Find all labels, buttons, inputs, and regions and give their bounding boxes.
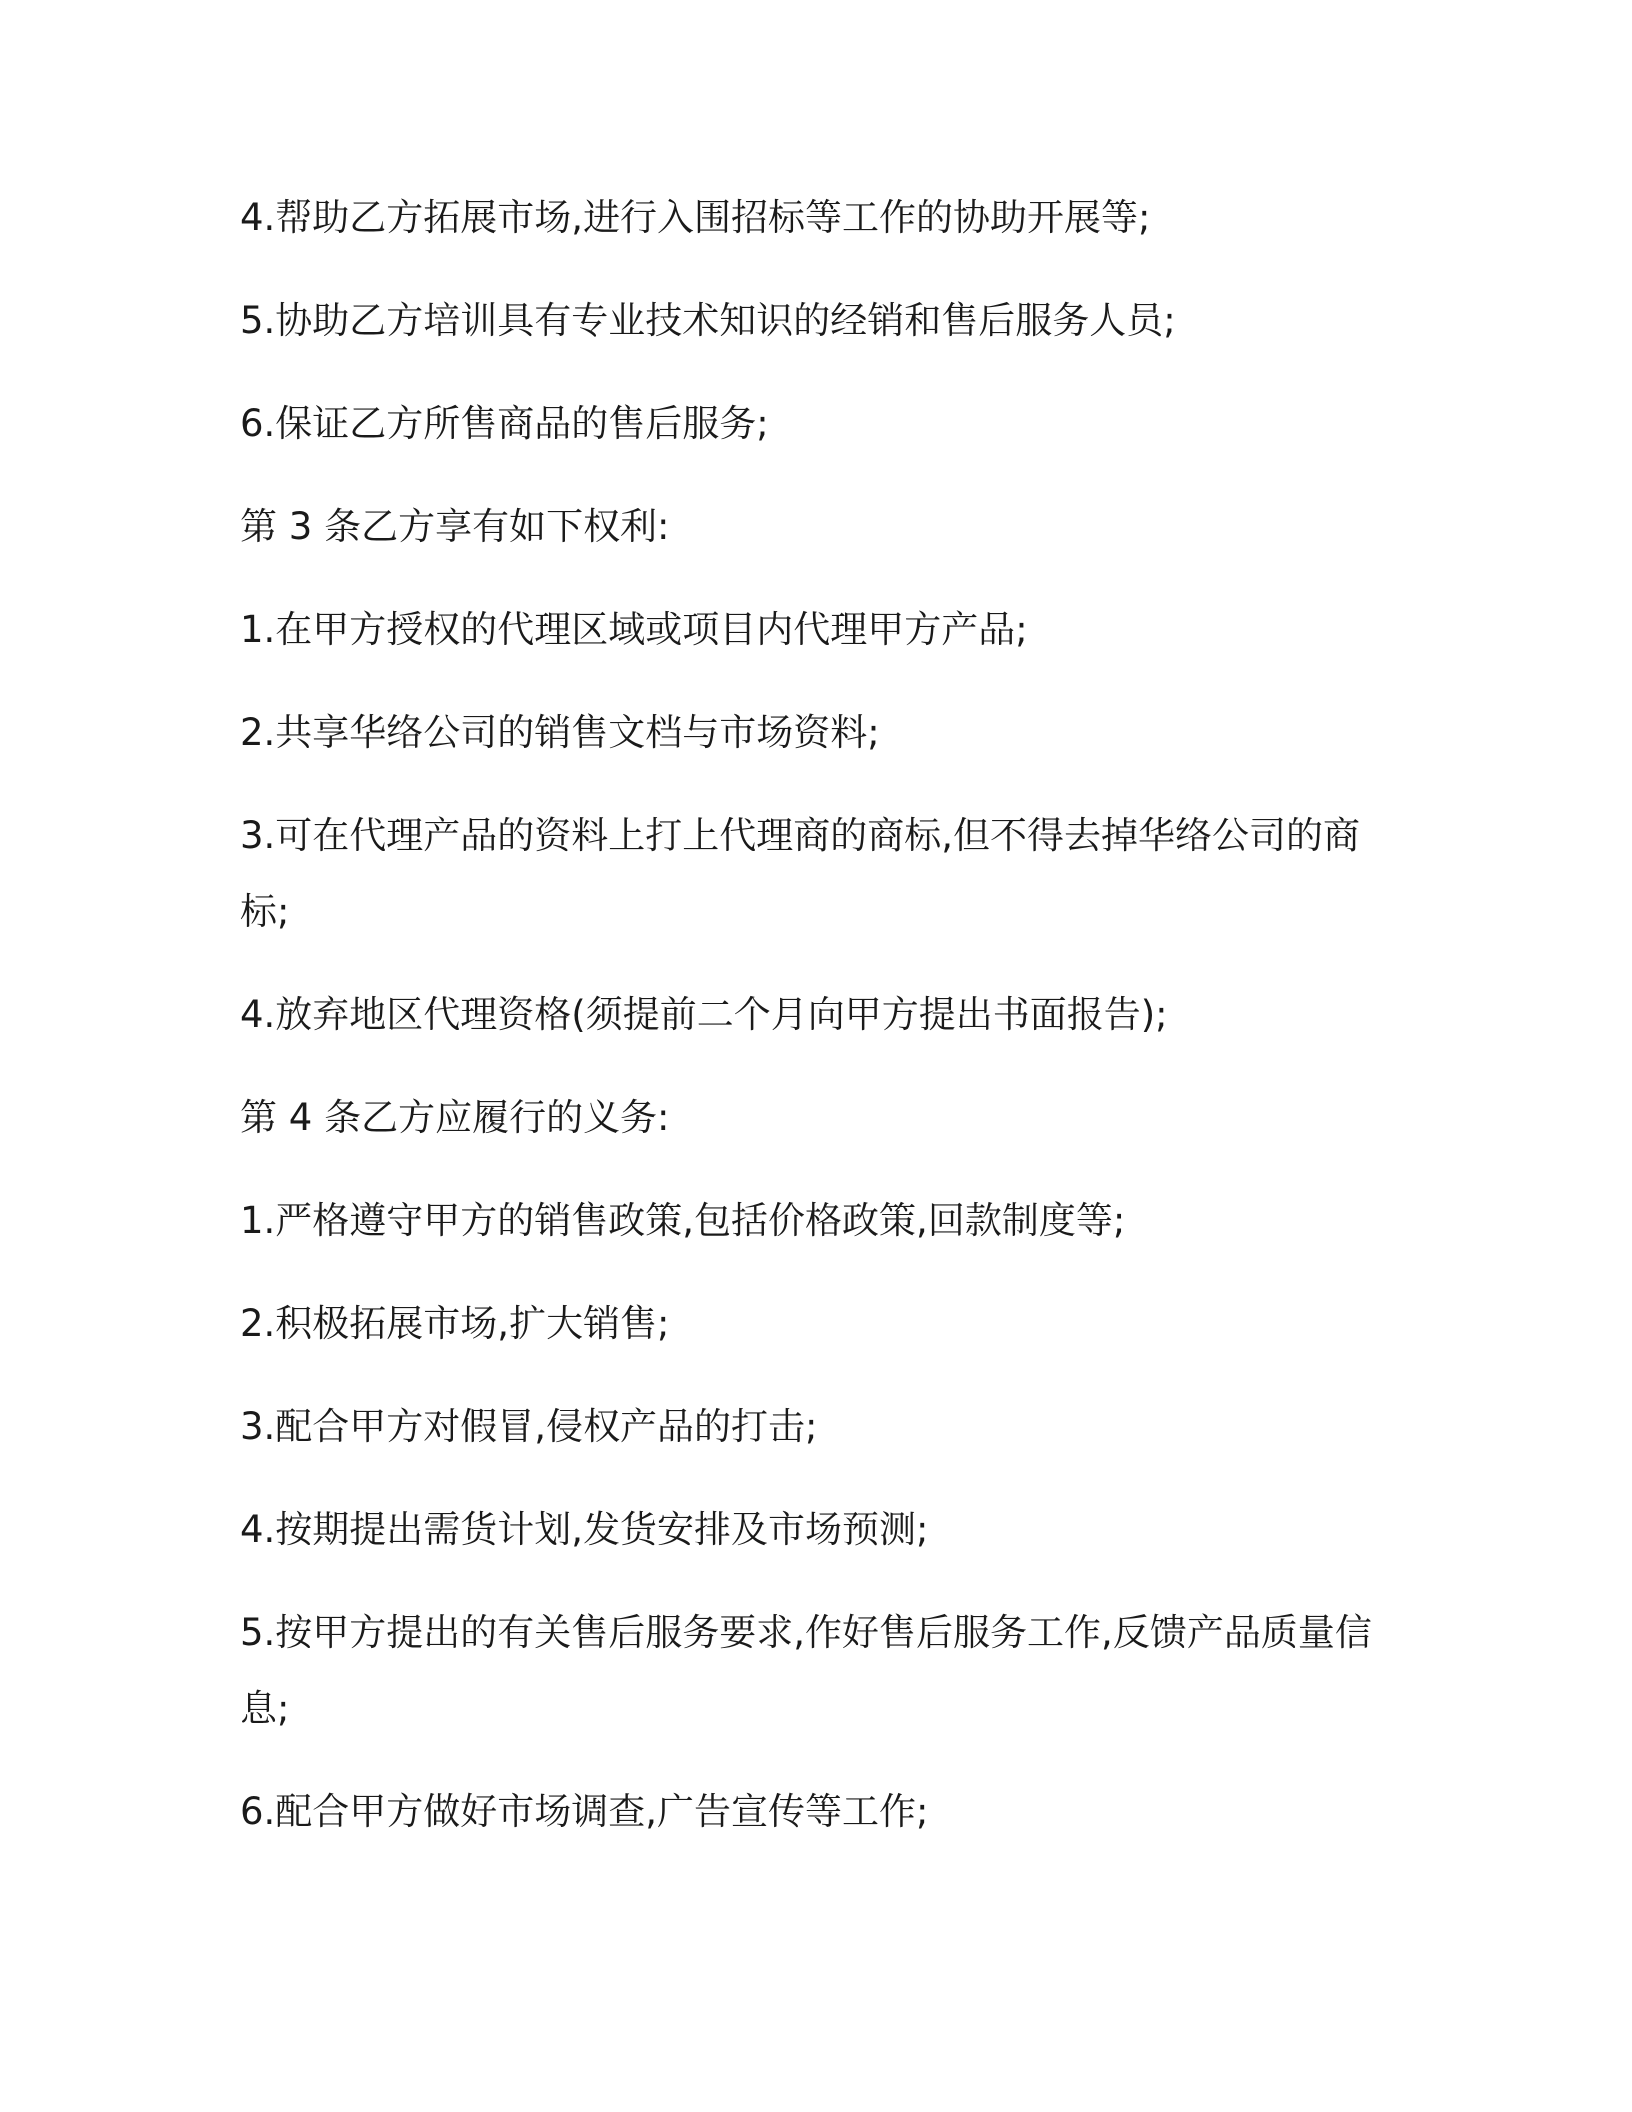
text-line-duty-4: 4.按期提出需货计划,发货安排及市场预测; [240, 1508, 929, 1551]
text-line-duty-1: 1.严格遵守甲方的销售政策,包括价格政策,回款制度等; [240, 1199, 1126, 1242]
text-line-obligation-a-6: 6.保证乙方所售商品的售后服务; [240, 402, 769, 445]
text-line-obligation-a-4: 4.帮助乙方拓展市场,进行入围招标等工作的协助开展等; [240, 196, 1151, 239]
text-line-right-4: 4.放弃地区代理资格(须提前二个月向甲方提出书面报告); [240, 993, 1168, 1036]
text-line-duty-5: 5.按甲方提出的有关售后服务要求,作好售后服务工作,反馈产品质量信 [240, 1611, 1372, 1654]
text-line-duty-5-cont: 息; [240, 1687, 290, 1730]
text-line-duty-3: 3.配合甲方对假冒,侵权产品的打击; [240, 1405, 818, 1448]
article-4-heading: 第 4 条乙方应履行的义务: [240, 1096, 670, 1139]
text-line-duty-6: 6.配合甲方做好市场调查,广告宣传等工作; [240, 1790, 929, 1833]
text-line-right-3-cont: 标; [240, 890, 290, 933]
text-line-obligation-a-5: 5.协助乙方培训具有专业技术知识的经销和售后服务人员; [240, 299, 1176, 342]
article-3-heading: 第 3 条乙方享有如下权利: [240, 505, 670, 548]
text-line-right-3: 3.可在代理产品的资料上打上代理商的商标,但不得去掉华络公司的商 [240, 814, 1361, 857]
text-line-duty-2: 2.积极拓展市场,扩大销售; [240, 1302, 670, 1345]
text-line-right-1: 1.在甲方授权的代理区域或项目内代理甲方产品; [240, 608, 1028, 651]
text-line-right-2: 2.共享华络公司的销售文档与市场资料; [240, 711, 880, 754]
